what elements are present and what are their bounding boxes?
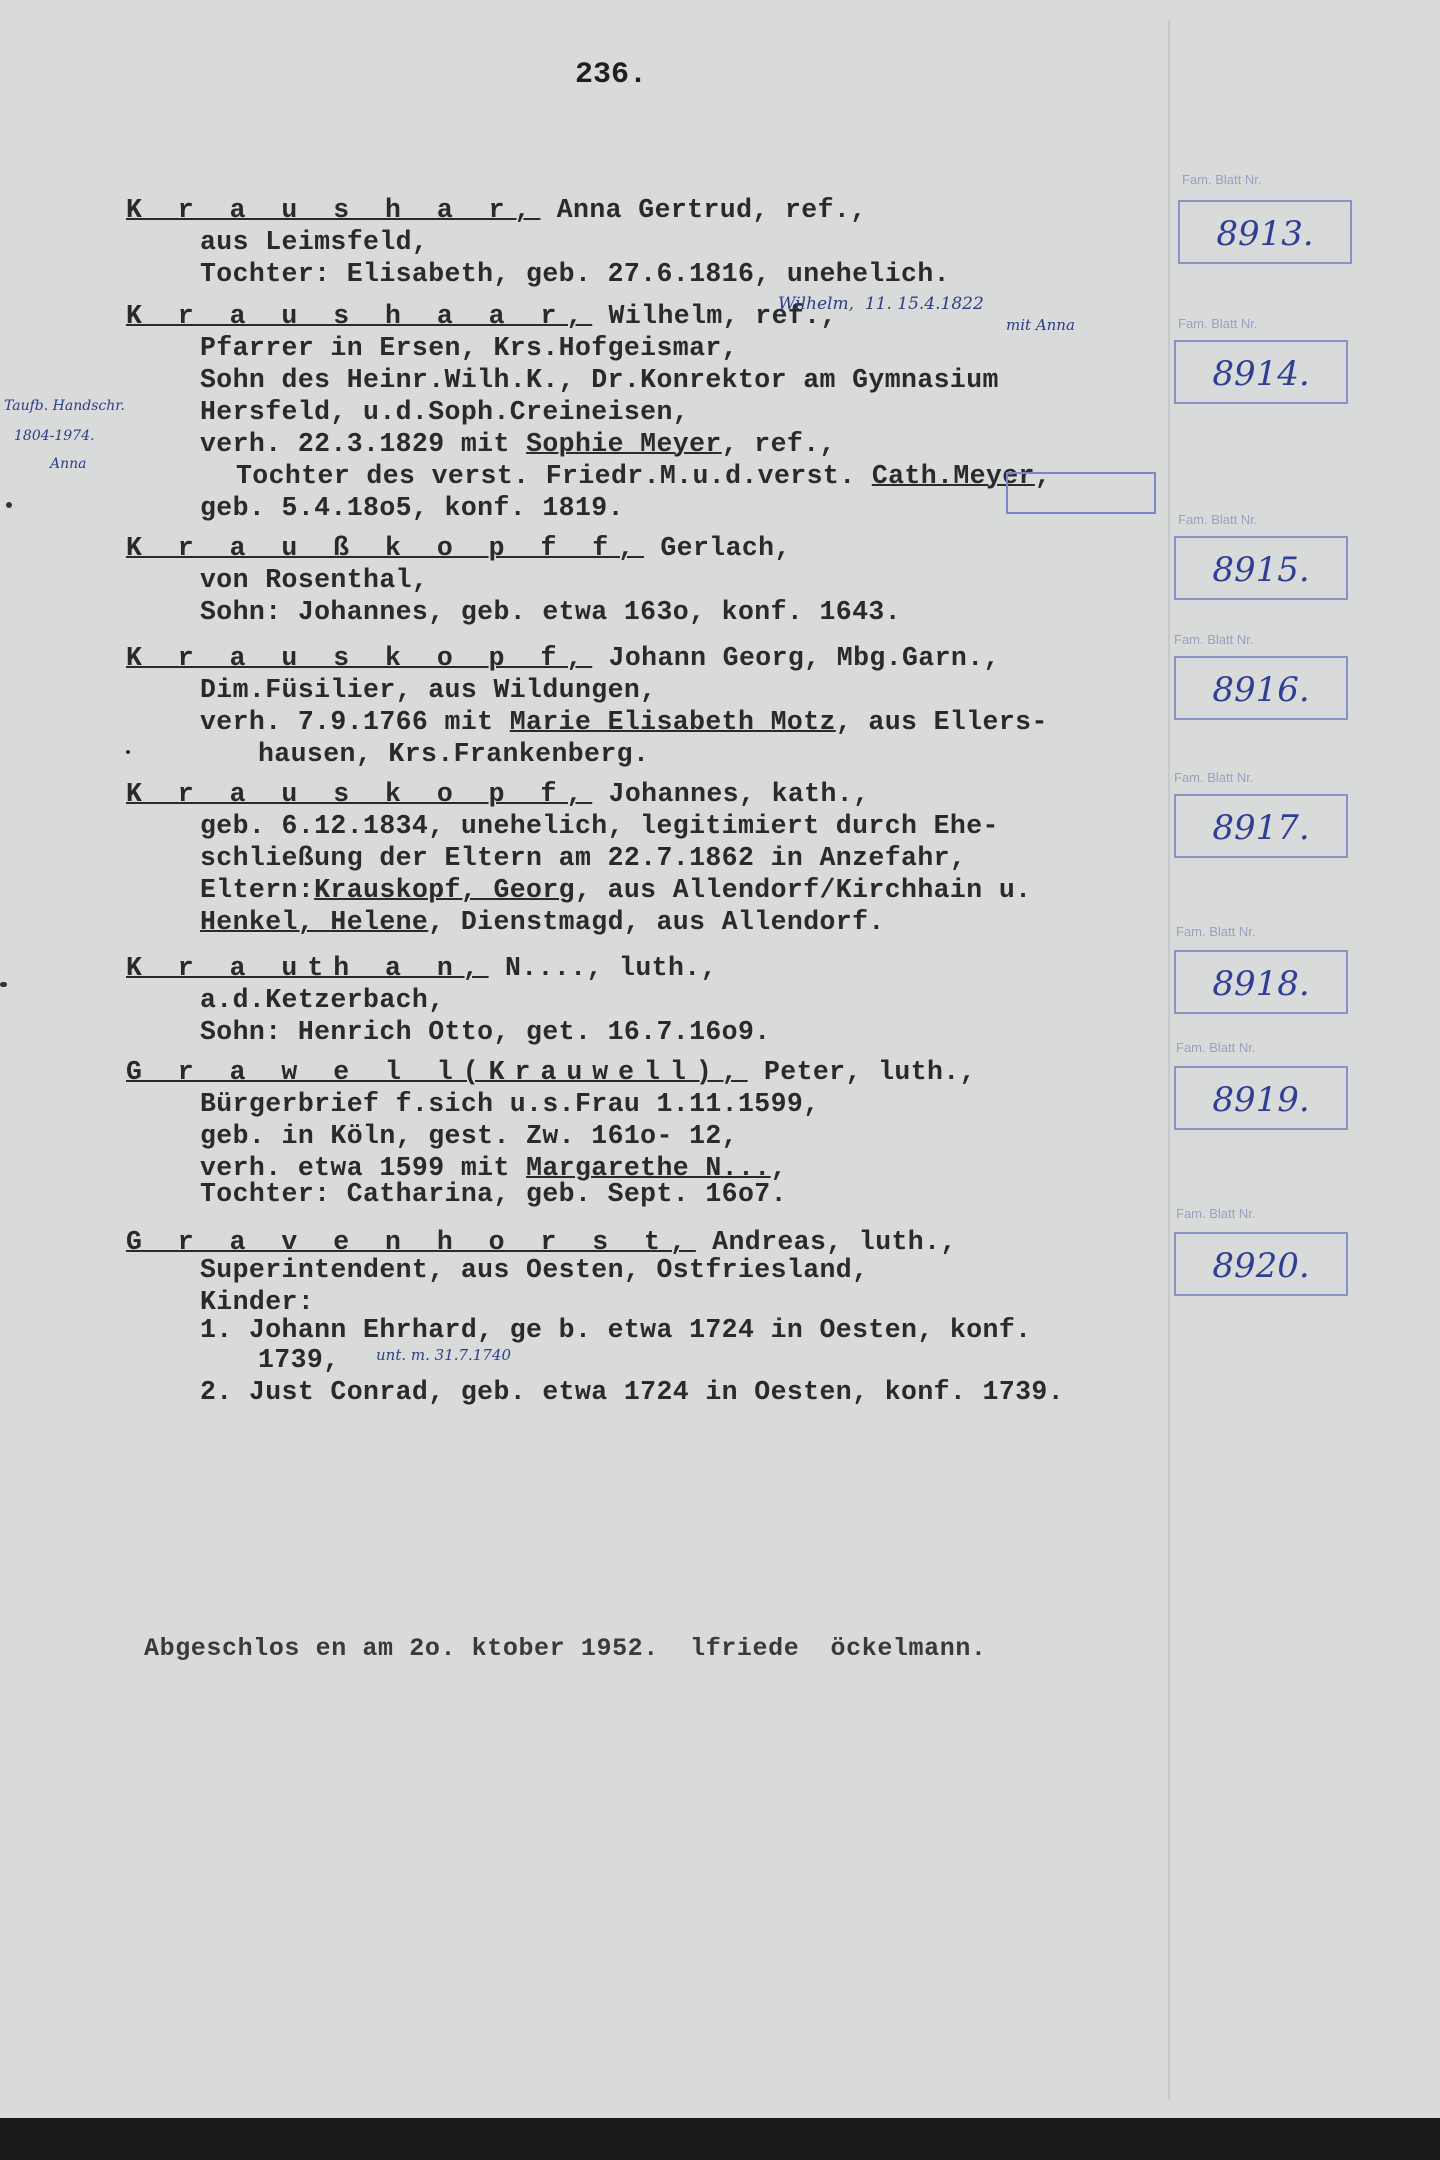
- entry-line: von Rosenthal,: [200, 565, 429, 595]
- entry-line: Henkel, Helene, Dienstmagd, aus Allendorf.: [200, 907, 885, 937]
- entry-line: 1739,: [258, 1345, 356, 1375]
- surname: G r a w e l l(Krauwell),: [126, 1057, 748, 1087]
- fam-blatt-number: 8913.: [1216, 214, 1314, 254]
- given-name: Johannes, kath.,: [592, 779, 870, 809]
- fam-blatt-label: Fam. Blatt Nr.: [1174, 632, 1254, 647]
- entry-line: Hersfeld, u.d.Soph.Creineisen,: [200, 397, 690, 427]
- surname: K r a uth a n,: [126, 953, 489, 983]
- given-name: N...., luth.,: [488, 953, 717, 983]
- fam-blatt-number: 8919.: [1212, 1080, 1310, 1120]
- spouse-name: Marie Elisabeth Motz: [509, 707, 836, 737]
- margin-rule: [1168, 20, 1170, 2100]
- surname: G r a v e n h o r s t,: [126, 1227, 696, 1257]
- page-number: 236.: [575, 58, 648, 92]
- fam-blatt-number: 8917.: [1212, 808, 1310, 848]
- given-name: Gerlach,: [644, 533, 791, 563]
- given-name: Peter, luth.,: [747, 1057, 976, 1087]
- fam-blatt-label: Fam. Blatt Nr.: [1182, 172, 1262, 187]
- fam-blatt-number: 8915.: [1212, 550, 1310, 590]
- handwritten-annotation: Wilhelm, 11. 15.4.1822: [778, 294, 984, 314]
- fam-blatt-box: [1174, 1066, 1348, 1130]
- margin-mark: [126, 750, 130, 754]
- given-name: Andreas, luth.,: [695, 1227, 957, 1257]
- entry-line: Tochter des verst. Friedr.M.u.d.verst. Cath.Meyer,: [236, 461, 1052, 491]
- fam-blatt-label: Fam. Blatt Nr.: [1174, 770, 1254, 785]
- given-name: Johann Georg, Mbg.Garn.,: [592, 643, 1000, 673]
- handwritten-annotation: unt. m. 31.7.1740: [376, 1346, 511, 1364]
- entry-line: Sohn: Henrich Otto, get. 16.7.16o9.: [200, 1017, 771, 1047]
- entry-line: Bürgerbrief f.sich u.s.Frau 1.11.1599,: [200, 1089, 820, 1119]
- surname: K r a u s k o p f,: [126, 643, 593, 673]
- entry-line: geb. in Köln, gest. Zw. 161o- 12,: [200, 1121, 738, 1151]
- fam-blatt-label: Fam. Blatt Nr.: [1176, 1040, 1256, 1055]
- spouse-name: Sophie Meyer: [526, 429, 722, 459]
- entry-heading: [126, 532, 791, 564]
- fam-blatt-label: Fam. Blatt Nr.: [1178, 316, 1258, 331]
- margin-mark: [6, 502, 12, 508]
- closing-line: Abgeschlos en am 2o. ktober 1952. lfriede öckelmann.: [144, 1634, 987, 1663]
- fam-blatt-box: [1174, 656, 1348, 720]
- fam-blatt-number: 8916.: [1212, 670, 1310, 710]
- surname: K r a u s h a r,: [126, 195, 541, 225]
- entry-heading: [126, 642, 1000, 674]
- entry-line: Tochter: Catharina, geb. Sept. 16o7.: [200, 1179, 787, 1209]
- entry-heading: [126, 1056, 976, 1088]
- entry-line: Tochter: Elisabeth, geb. 27.6.1816, unehelich.: [200, 259, 950, 289]
- handwritten-annotation: mit Anna: [1006, 316, 1075, 334]
- empty-annotation-box: [1006, 472, 1156, 514]
- entry-line: verh. etwa 1599 mit Margarethe N...,: [200, 1153, 787, 1183]
- entry-heading: [126, 778, 869, 810]
- fam-blatt-label: Fam. Blatt Nr.: [1176, 924, 1256, 939]
- entry-line: schließung der Eltern am 22.7.1862 in Anzefahr,: [200, 843, 967, 873]
- fam-blatt-box: [1174, 1232, 1348, 1296]
- parent-name: Henkel, Helene: [200, 907, 429, 937]
- fam-blatt-box: [1174, 950, 1348, 1014]
- fam-blatt-box: [1174, 794, 1348, 858]
- parent-name: Krauskopf, Georg: [314, 875, 575, 905]
- entry-line: Eltern:Krauskopf, Georg, aus Allendorf/Kirchhain u.: [200, 875, 1032, 905]
- entry-line: Superintendent, aus Oesten, Ostfriesland,: [200, 1255, 869, 1285]
- entry-line: 1. Johann Ehrhard, ge b. etwa 1724 in Oesten, konf.: [200, 1315, 1032, 1345]
- entry-heading: [126, 300, 837, 332]
- margin-note: 1804-1974.: [14, 428, 95, 444]
- given-name: Wilhelm, ref.,: [592, 301, 837, 331]
- given-name: Anna Gertrud, ref.,: [540, 195, 867, 225]
- fam-blatt-number: 8920.: [1212, 1246, 1310, 1286]
- fam-blatt-box: [1174, 340, 1348, 404]
- margin-mark: [0, 982, 7, 987]
- entry-line: a.d.Ketzerbach,: [200, 985, 445, 1015]
- fam-blatt-number: 8914.: [1212, 354, 1310, 394]
- fam-blatt-label: Fam. Blatt Nr.: [1178, 512, 1258, 527]
- entry-heading: [126, 194, 867, 226]
- entry-line: hausen, Krs.Frankenberg.: [258, 739, 650, 769]
- margin-note: Taufb. Handschr.: [4, 398, 125, 414]
- spouse-name: Margarethe N...: [526, 1153, 771, 1183]
- entry-line: verh. 22.3.1829 mit Sophie Meyer, ref.,: [200, 429, 836, 459]
- entry-line: aus Leimsfeld,: [200, 227, 429, 257]
- entry-line: Sohn: Johannes, geb. etwa 163o, konf. 1643.: [200, 597, 902, 627]
- entry-line: Dim.Füsilier, aus Wildungen,: [200, 675, 657, 705]
- fam-blatt-label: Fam. Blatt Nr.: [1176, 1206, 1256, 1221]
- margin-note: Anna: [50, 456, 87, 472]
- fam-blatt-box: [1178, 200, 1352, 264]
- parent-name: Cath.Meyer: [871, 461, 1035, 491]
- surname: K r a u s h a a r,: [126, 301, 593, 331]
- entry-line: Sohn des Heinr.Wilh.K., Dr.Konrektor am Gymnasium: [200, 365, 999, 395]
- entry-line: verh. 7.9.1766 mit Marie Elisabeth Motz, aus Ellers-: [200, 707, 1048, 737]
- entry-heading: [126, 952, 717, 984]
- surname: K r a u s k o p f,: [126, 779, 593, 809]
- entry-line: geb. 5.4.18o5, konf. 1819.: [200, 493, 624, 523]
- surname: K r a u ß k o p f f,: [126, 533, 645, 563]
- entry-line: Kinder:: [200, 1287, 315, 1317]
- entry-line: 2. Just Conrad, geb. etwa 1724 in Oesten, konf. 1739.: [200, 1377, 1065, 1407]
- entry-line: geb. 6.12.1834, unehelich, legitimiert durch Ehe-: [200, 811, 999, 841]
- entry-line: Pfarrer in Ersen, Krs.Hofgeismar,: [200, 333, 738, 363]
- fam-blatt-box: [1174, 536, 1348, 600]
- fam-blatt-number: 8918.: [1212, 964, 1310, 1004]
